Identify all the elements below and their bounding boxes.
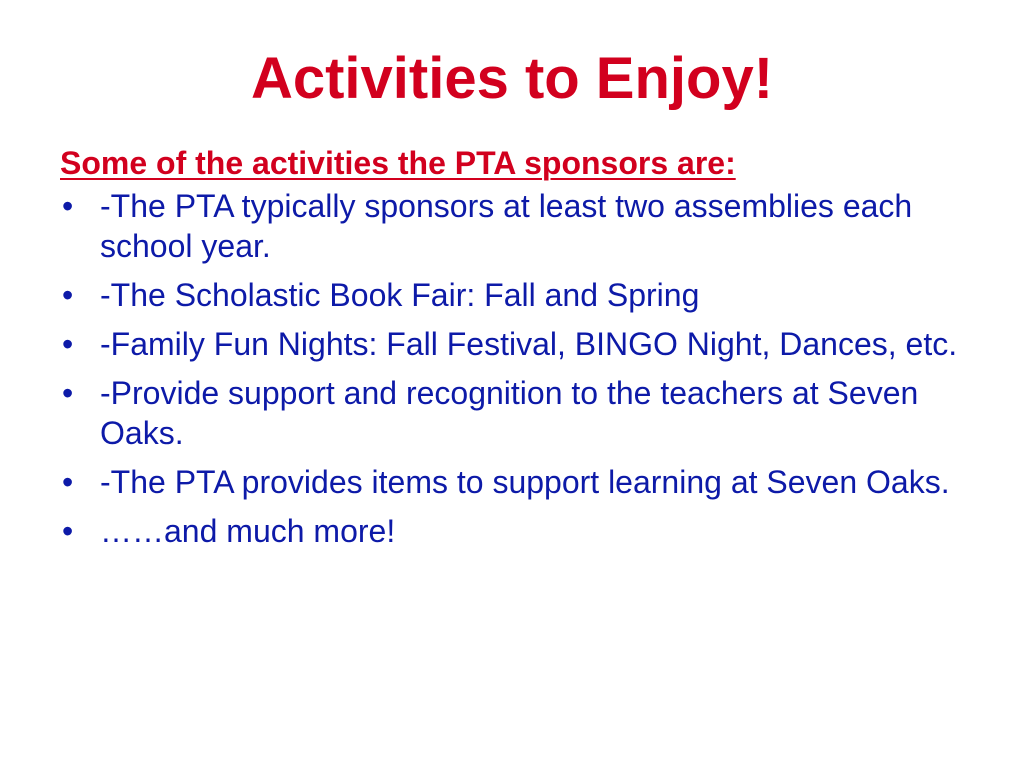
- slide-body: [60, 142, 980, 560]
- list-item-text: -The PTA provides items to support learning at Seven Oaks.: [100, 464, 950, 500]
- list-item: [60, 324, 980, 364]
- slide-title: Activities to Enjoy!: [250, 46, 774, 111]
- subheading: Some of the activities the PTA sponsors are:: [60, 145, 736, 181]
- list-item-text: -Family Fun Nights: Fall Festival, BINGO Night, Dances, etc.: [100, 326, 958, 362]
- list-item: [60, 462, 980, 502]
- bullet-icon: •: [62, 513, 74, 549]
- list-item-text: -Provide support and recognition to the teachers at Seven Oaks.: [100, 375, 919, 451]
- bullet-icon: •: [62, 464, 74, 500]
- bullet-icon: •: [62, 188, 74, 224]
- list-item: [60, 373, 980, 453]
- bullet-list: [60, 186, 980, 551]
- list-item: [60, 186, 980, 266]
- bullet-icon: •: [62, 326, 74, 362]
- list-item-text: -The PTA typically sponsors at least two assemblies each school year.: [100, 188, 913, 264]
- list-item-text: ……and much more!: [100, 513, 396, 549]
- list-item-text: -The Scholastic Book Fair: Fall and Spring: [100, 277, 700, 313]
- bullet-icon: •: [62, 375, 74, 411]
- list-item: [60, 511, 980, 551]
- bullet-icon: •: [62, 277, 74, 313]
- list-item: [60, 275, 980, 315]
